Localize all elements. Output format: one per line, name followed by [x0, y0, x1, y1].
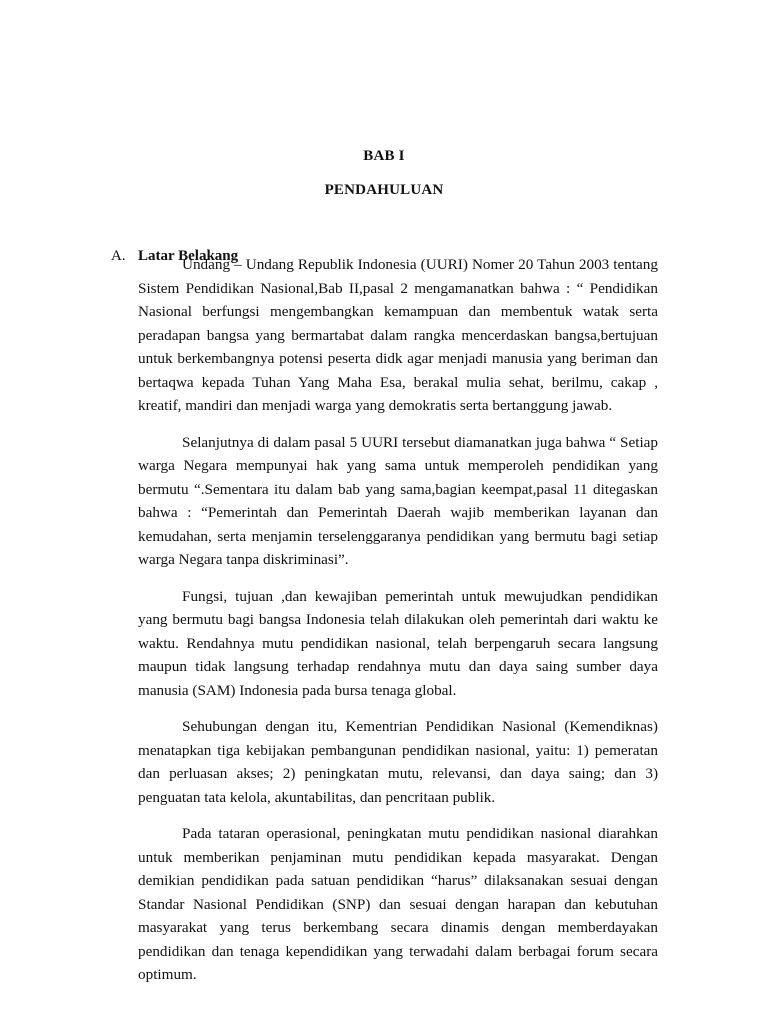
body-paragraph: Selanjutnya di dalam pasal 5 UURI tersebut diamanatkan juga bahwa “ Setiap warga Negara mempunyai hak yang sama untuk memperoleh pendidikan yang bermutu “.Sementara itu dalam bab yang sama,bagian keempat,pasal 11 ditegaskan bahwa : “Pemerintah dan Pemerintah Daerah wajib memberikan layanan dan kemudahan, serta menjamin terselenggaranya pendidikan yang bermutu bagi setiap warga Negara tanpa diskriminasi”.	[138, 433, 658, 568]
body-text	[138, 253, 658, 1000]
body-paragraph: Sehubungan dengan itu, Kementrian Pendidikan Nasional (Kemendiknas) menatapkan tiga kebijakan pembangunan pendidikan nasional, yaitu: 1) pemeratan dan perluasan akses; 2) peningkatan mutu, relevansi, dan daya saing; dan 3) penguatan tata kelola, akuntabilitas, dan pencritaan publik.	[138, 718, 658, 806]
chapter-title: PENDAHULUAN	[324, 182, 444, 198]
body-paragraph: Pada tataran operasional, peningkatan mutu pendidikan nasional diarahkan untuk memberikan penjaminan mutu pendidikan kepada masyarakat. Dengan demikian pendidikan pada satuan pendidikan “harus” dilaksanakan sesuai dengan Standar Nasional Pendidikan (SNP) dan sesuai dengan harapan dan kebutuhan masyarakat yang terus berkembang secara dinamis dengan memberdayakan pendidikan dan tenaga kependidikan yang terwadahi dalam berbagai forum secara optimum.	[138, 825, 658, 983]
section-number: A.	[111, 248, 126, 264]
section-title: Latar Belakang	[138, 248, 239, 264]
chapter-heading: BAB I	[363, 148, 405, 164]
body-paragraph: Undang – Undang Republik Indonesia (UURI) Nomer 20 Tahun 2003 tentang Sistem Pendidikan Nasional,Bab II,pasal 2 mengamanatkan bahwa : “ Pendidikan Nasional berfungsi mengembangkan kemampuan dan membentuk watak serta peradapan bangsa yang bermartabat dalam rangka mencerdaskan bangsa,bertujuan untuk berkembangnya potensi peserta didk agar menjadi manusia yang beriman dan bertaqwa kepada Tuhan Yang Maha Esa, berakal mulia sehat, berilmu, cakap , kreatif, mandiri dan menjadi warga yang demokratis serta bertanggung jawab.	[138, 256, 658, 414]
body-paragraph: Fungsi, tujuan ,dan kewajiban pemerintah untuk mewujudkan pendidikan yang bermutu bagi bangsa Indonesia telah dilakukan oleh pemerintah dari waktu ke waktu. Rendahnya mutu pendidikan nasional, telah berpengaruh secara langsung maupun tidak langsung terhadap rendahnya mutu dan daya saing sumber daya manusia (SAM) Indonesia pada bursa tenaga global.	[138, 587, 658, 699]
